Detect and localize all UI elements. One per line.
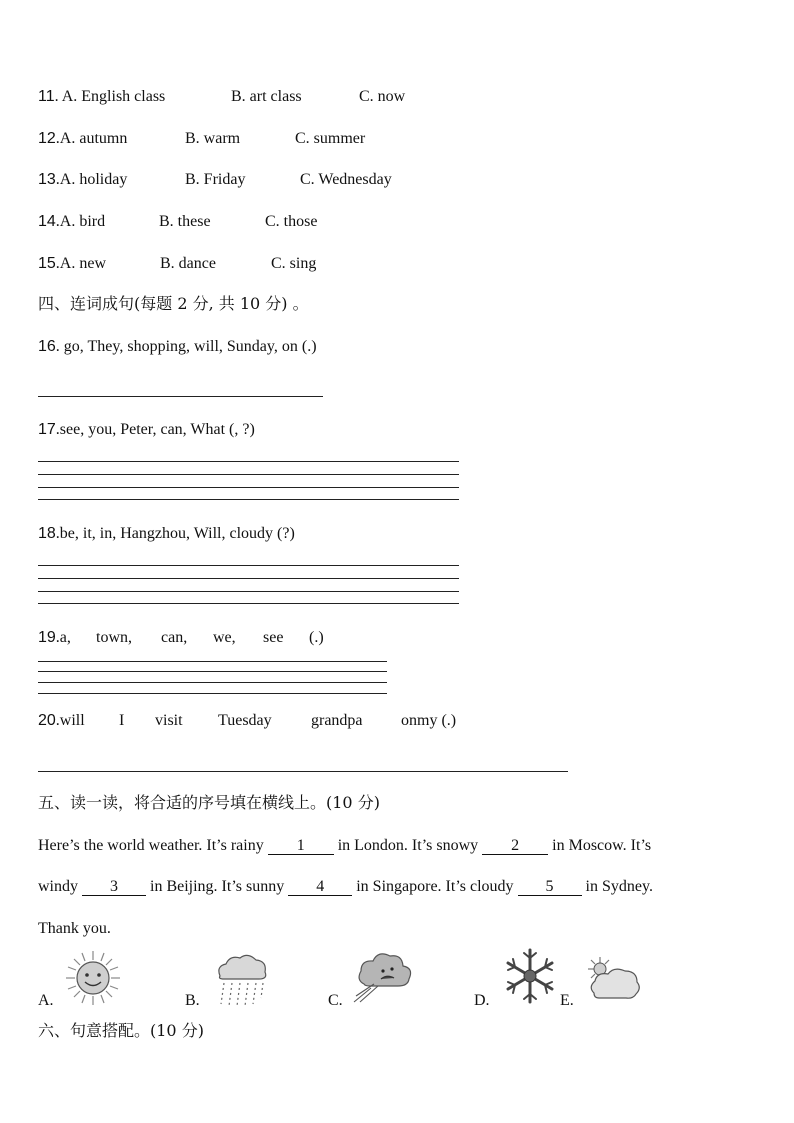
section-6-title: 六、句意搭配。(10 分) [38, 1021, 204, 1040]
question-20-word: grandpa [311, 712, 363, 729]
writing-line-17-2[interactable] [38, 474, 459, 475]
blank-3[interactable]: 3 [82, 878, 146, 896]
writing-line-18-4[interactable] [38, 603, 459, 604]
question-15: 15.A. new [38, 255, 107, 272]
question-20-word: visit [155, 712, 183, 729]
windy-cloud-icon [346, 946, 420, 1013]
writing-line-19-4[interactable] [38, 693, 387, 694]
question-20-word: I [119, 712, 125, 729]
writing-line-19-3[interactable] [38, 682, 387, 683]
question-20-word: onmy (.) [401, 712, 457, 729]
option-12-c: C. summer [295, 130, 366, 147]
question-11: 11. A. English class [38, 88, 166, 105]
question-12: 12.A. autumn [38, 130, 128, 147]
blank-5[interactable]: 5 [518, 878, 582, 896]
option-14-b: B. these [159, 213, 211, 230]
partly-cloudy-icon [584, 955, 642, 1010]
option-13-b: B. Friday [185, 171, 246, 188]
question-19-word: can, [161, 629, 188, 646]
option-11-c: C. now [359, 88, 406, 105]
option-b-label: B. [185, 992, 200, 1009]
passage-line-1: Here’s the world weather. It’s rainy 1 in London. It’s snowy 2 in Moscow. It’s [38, 837, 652, 854]
rain-cloud-icon [212, 952, 270, 1013]
question-20-number: 20.will [38, 712, 85, 729]
passage-closing: Thank you. [38, 920, 111, 937]
writing-line-19-1[interactable] [38, 661, 387, 662]
writing-line-18-3[interactable] [38, 591, 459, 592]
writing-line-18-1[interactable] [38, 565, 459, 566]
option-c-label: C. [328, 992, 343, 1009]
question-16: 16. go, They, shopping, will, Sunday, on (.) [38, 338, 317, 355]
writing-line-17-1[interactable] [38, 461, 459, 462]
snowflake-icon [502, 946, 558, 1011]
writing-line-17-3[interactable] [38, 487, 459, 488]
question-13: 13.A. holiday [38, 171, 128, 188]
question-18: 18.be, it, in, Hangzhou, Will, cloudy (?) [38, 525, 295, 542]
answer-line-16[interactable] [38, 396, 323, 397]
section-4-title: 四、连词成句(每题 2 分, 共 10 分) 。 [38, 294, 309, 313]
blank-1[interactable]: 1 [268, 837, 334, 855]
writing-line-19-2[interactable] [38, 671, 387, 672]
question-14: 14.A. bird [38, 213, 106, 230]
question-19-word: town, [96, 629, 132, 646]
blank-4[interactable]: 4 [288, 878, 352, 896]
question-20-word: Tuesday [218, 712, 272, 729]
option-12-b: B. warm [185, 130, 241, 147]
option-a-label: A. [38, 992, 54, 1009]
option-14-c: C. those [265, 213, 318, 230]
writing-line-18-2[interactable] [38, 578, 459, 579]
option-15-c: C. sing [271, 255, 317, 272]
option-15-b: B. dance [160, 255, 216, 272]
option-e-label: E. [560, 992, 574, 1009]
sun-icon [64, 949, 122, 1012]
question-19-word: see [263, 629, 284, 646]
option-d-label: D. [474, 992, 490, 1009]
question-19-word: (.) [309, 629, 324, 646]
question-17: 17.see, you, Peter, can, What (, ?) [38, 421, 255, 438]
option-13-c: C. Wednesday [300, 171, 392, 188]
passage-line-2: windy 3 in Beijing. It’s sunny 4 in Singapore. It’s cloudy 5 in Sydney. [38, 878, 653, 895]
section-5-title: 五、读一读，将合适的序号填在横线上。(10 分) [38, 793, 380, 812]
question-19-word: we, [213, 629, 236, 646]
writing-line-17-4[interactable] [38, 499, 459, 500]
blank-2[interactable]: 2 [482, 837, 548, 855]
question-19-number: 19.a, [38, 629, 71, 646]
answer-line-20[interactable] [38, 771, 568, 772]
option-11-b: B. art class [231, 88, 302, 105]
